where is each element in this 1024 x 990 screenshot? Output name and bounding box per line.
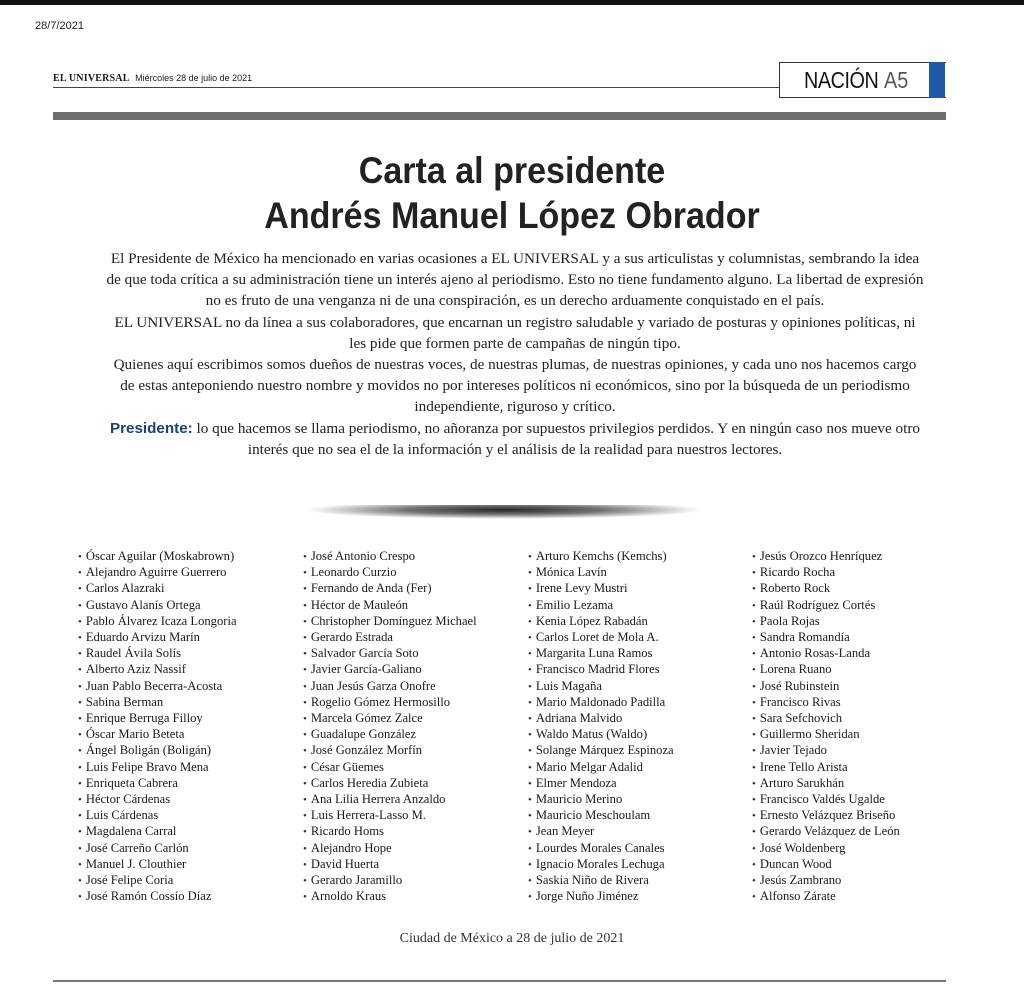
top-edge-bar [0, 0, 1024, 5]
signatory-name: • Javier García-Galiano [303, 662, 477, 678]
signatory-name: • Héctor Cárdenas [78, 792, 237, 808]
signatory-name: • Mónica Lavín [528, 565, 674, 581]
signatory-name: • Saskia Niño de Rivera [528, 873, 674, 889]
signatory-name: • Óscar Mario Beteta [78, 727, 237, 743]
signatory-name: • Kenia López Rabadán [528, 614, 674, 630]
signatory-name: • Elmer Mendoza [528, 776, 674, 792]
signatory-name: • Alejandro Hope [303, 841, 477, 857]
signatory-name: • Ricardo Rocha [752, 565, 900, 581]
signatory-name: • Irene Levy Mustri [528, 581, 674, 597]
signatory-name: • Gustavo Alanís Ortega [78, 598, 237, 614]
signatory-name: • Luis Felipe Bravo Mena [78, 760, 237, 776]
body-paragraph-4 [105, 418, 925, 460]
letter-body [105, 248, 925, 460]
signatory-name: • César Güemes [303, 760, 477, 776]
signatory-name: • Emilio Lezama [528, 598, 674, 614]
signatory-name: • Gerardo Velázquez de León [752, 824, 900, 840]
section-name: NACIÓN [804, 67, 879, 93]
signatory-name: • Alberto Aziz Nassif [78, 662, 237, 678]
signatory-name: • Gerardo Estrada [303, 630, 477, 646]
signatory-name: • José González Morfín [303, 743, 477, 759]
signatory-name: • Ángel Boligán (Boligán) [78, 743, 237, 759]
signatory-name: • Alejandro Aguirre Guerrero [78, 565, 237, 581]
signatory-name: • José Rubinstein [752, 679, 900, 695]
masthead-rule [53, 87, 779, 88]
signatory-name: • Luis Herrera-Lasso M. [303, 808, 477, 824]
signatory-name: • Adriana Malvido [528, 711, 674, 727]
signatory-name: • Ignacio Morales Lechuga [528, 857, 674, 873]
signatory-name: • Manuel J. Clouthier [78, 857, 237, 873]
body-lead-word: Presidente: [109, 419, 193, 437]
signatory-name: • Arturo Kemchs (Kemchs) [528, 549, 674, 565]
signatory-name: • Javier Tejado [752, 743, 900, 759]
signatory-name: • Salvador García Soto [303, 646, 477, 662]
signatory-name: • Francisco Rivas [752, 695, 900, 711]
signatory-name: • Rogelio Gómez Hermosillo [303, 695, 477, 711]
signatory-name: • José Carreño Carlón [78, 841, 237, 857]
signatory-name: • Francisco Valdés Ugalde [752, 792, 900, 808]
signatory-name: • Roberto Rock [752, 581, 900, 597]
header-thick-rule [53, 112, 946, 120]
masthead [53, 73, 252, 84]
signatory-name: • Sandra Romandía [752, 630, 900, 646]
signatory-name: • Mario Melgar Adalid [528, 760, 674, 776]
signatory-name: • Guadalupe González [303, 727, 477, 743]
signatory-name: • Luis Magaña [528, 679, 674, 695]
signatory-name: • Juan Jesús Garza Onofre [303, 679, 477, 695]
body-paragraph-4-text: lo que hacemos se llama periodismo, no añoranza por supuestos privilegios perdidos. Y en ningún caso nos mueve otro interés que no sea el de la información y el análisis de la realidad para nuestros lectores. [192, 419, 920, 458]
signatory-name: • Marcela Gómez Zalce [303, 711, 477, 727]
signatory-name: • Jorge Nuño Jiménez [528, 889, 674, 905]
headline-line-1: Carta al presidente [358, 150, 666, 191]
signatory-name: • Jesús Zambrano [752, 873, 900, 889]
signatory-name: • Irene Tello Arista [752, 760, 900, 776]
signatory-name: • Ana Lilia Herrera Anzaldo [303, 792, 477, 808]
signatory-name: • Carlos Heredia Zubieta [303, 776, 477, 792]
signatory-name: • Juan Pablo Becerra-Acosta [78, 679, 237, 695]
signatory-name: • José Antonio Crespo [303, 549, 477, 565]
signatory-name: • Eduardo Arvizu Marín [78, 630, 237, 646]
signatory-name: • Sabina Berman [78, 695, 237, 711]
section-divider [304, 505, 704, 519]
signatory-name: • Raudel Ávila Solís [78, 646, 237, 662]
signatories-column-1 [78, 549, 237, 905]
signatory-name: • Enrique Berruga Filloy [78, 711, 237, 727]
signatory-name: • Margarita Luna Ramos [528, 646, 674, 662]
signatory-name: • Pablo Álvarez Icaza Longoria [78, 614, 237, 630]
signatory-name: • Héctor de Mauleón [303, 598, 477, 614]
signatory-name: • Christopher Domínguez Michael [303, 614, 477, 630]
print-date: 28/7/2021 [35, 20, 84, 32]
signatories-column-3 [528, 549, 674, 905]
signatory-name: • Raúl Rodríguez Cortés [752, 598, 900, 614]
signatory-name: • Carlos Loret de Mola A. [528, 630, 674, 646]
section-accent-bar [929, 62, 945, 98]
signatory-name: • Enriqueta Cabrera [78, 776, 237, 792]
bottom-rule [53, 980, 946, 982]
signatory-name: • Antonio Rosas-Landa [752, 646, 900, 662]
body-paragraph-1: El Presidente de México ha mencionado en varias ocasiones a EL UNIVERSAL y a sus articulistas y columnistas, sembrando la idea de que toda crítica a su administración tiene un interés ajeno al periodismo. Esto no tiene fundamento alguno. La libertad de expresión no es fruto de una venganza ni de una conspiración, es un derecho arduamente conquistado en el país. [106, 250, 924, 310]
signatory-name: • Guillermo Sheridan [752, 727, 900, 743]
page-number: A5 [884, 67, 909, 93]
headline-line-2: Andrés Manuel López Obrador [264, 195, 760, 236]
signatory-name: • José Woldenberg [752, 841, 900, 857]
signatory-name: • Mauricio Merino [528, 792, 674, 808]
signatory-name: • Óscar Aguilar (Moskabrown) [78, 549, 237, 565]
signatory-name: • Paola Rojas [752, 614, 900, 630]
signatory-name: • Magdalena Carral [78, 824, 237, 840]
body-paragraph-3: Quienes aquí escribimos somos dueños de nuestras voces, de nuestras plumas, de nuestras opiniones, y cada uno nos hacemos cargo de estas anteponiendo nuestro nombre y movidos no por intereses políticos ni económicos, sino por la búsqueda de un periodismo independiente, riguroso y crítico. [113, 356, 917, 416]
headline [0, 148, 1024, 238]
signatory-name: • José Ramón Cossío Díaz [78, 889, 237, 905]
signatories-column-2 [303, 549, 477, 905]
signatories-column-4 [752, 549, 900, 905]
signatory-name: • Sara Sefchovich [752, 711, 900, 727]
signatory-name: • Fernando de Anda (Fer) [303, 581, 477, 597]
signatory-name: • Jesús Orozco Henríquez [752, 549, 900, 565]
signatory-name: • Mauricio Meschoulam [528, 808, 674, 824]
signatory-name: • Alfonso Zárate [752, 889, 900, 905]
signatory-name: • José Felipe Coria [78, 873, 237, 889]
body-paragraph-2: EL UNIVERSAL no da línea a sus colaboradores, que encarnan un registro saludable y variado de posturas y opiniones políticas, ni les pide que formen parte de campañas de ningún tipo. [114, 313, 916, 352]
signatory-name: • Gerardo Jaramillo [303, 873, 477, 889]
signatory-name: • Luis Cárdenas [78, 808, 237, 824]
place-date-signoff: Ciudad de México a 28 de julio de 2021 [399, 931, 625, 946]
signatory-name: • Mario Maldonado Padilla [528, 695, 674, 711]
signatory-name: • Arturo Sarukhán [752, 776, 900, 792]
signatory-name: • Lorena Ruano [752, 662, 900, 678]
signatory-name: • Lourdes Morales Canales [528, 841, 674, 857]
signatory-name: • Leonardo Curzio [303, 565, 477, 581]
signatory-name: • Ricardo Homs [303, 824, 477, 840]
signatory-name: • Jean Meyer [528, 824, 674, 840]
signatory-name: • Carlos Alazraki [78, 581, 237, 597]
signatory-name: • Francisco Madrid Flores [528, 662, 674, 678]
section-label-box [779, 62, 946, 98]
signatory-name: • Arnoldo Kraus [303, 889, 477, 905]
masthead-date: Miércoles 28 de julio de 2021 [135, 73, 253, 83]
signatory-name: • Duncan Wood [752, 857, 900, 873]
signatory-name: • Waldo Matus (Waldo) [528, 727, 674, 743]
signatory-name: • Ernesto Velázquez Briseño [752, 808, 900, 824]
signatory-name: • Solange Márquez Espinoza [528, 743, 674, 759]
masthead-paper-name: EL UNIVERSAL [53, 73, 130, 84]
signatory-name: • David Huerta [303, 857, 477, 873]
